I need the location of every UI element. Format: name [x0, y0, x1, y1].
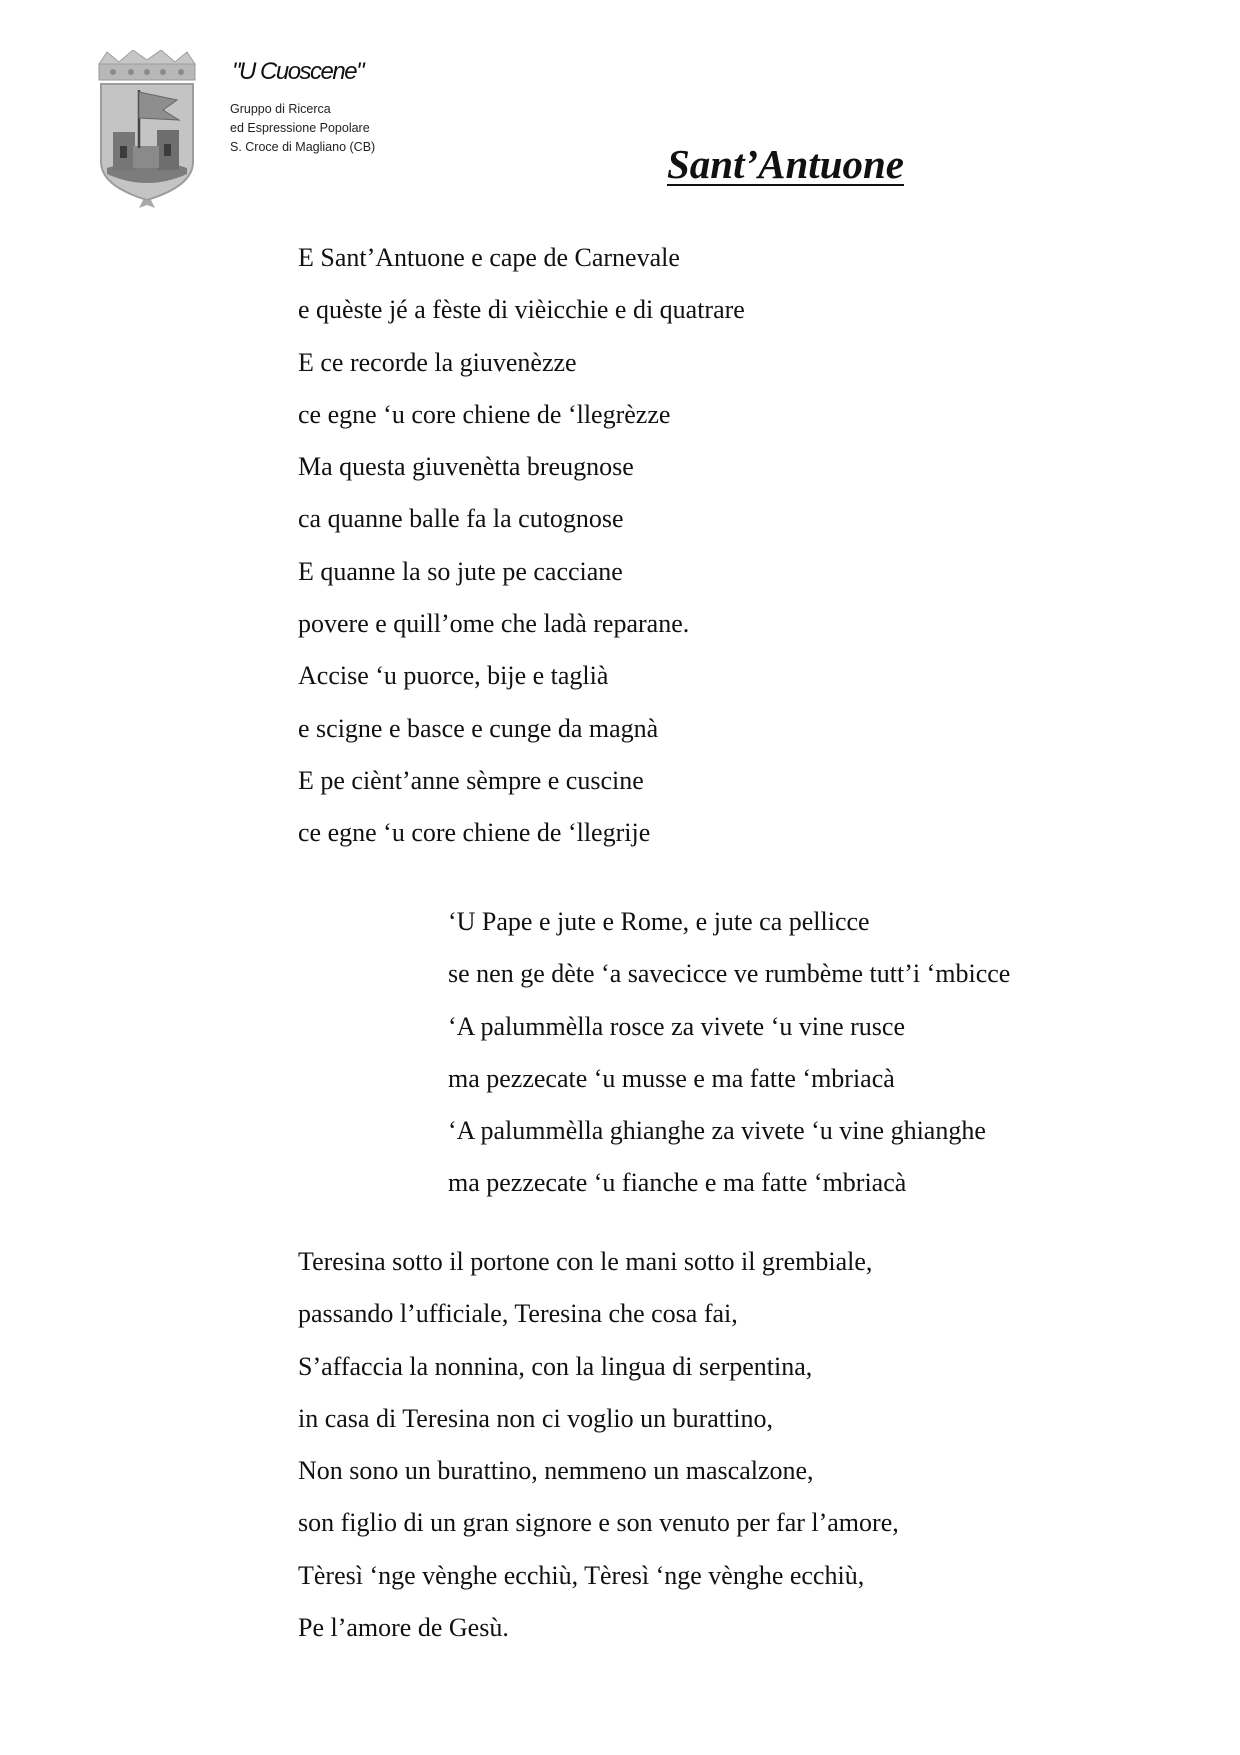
- verse-line: e quèste jé a fèste di vièicchie e di quatrare: [298, 295, 745, 325]
- organization-subtitle: [230, 100, 375, 157]
- verse-line: ce egne ‘u core chiene de ‘llegrèzze: [298, 399, 671, 429]
- verse-line: Tèresì ‘nge vènghe ecchiù, Tèresì ‘nge vènghe ecchiù,: [298, 1560, 865, 1590]
- organization-line: ed Espressione Popolare: [230, 121, 370, 135]
- verse-line: S’affaccia la nonnina, con la lingua di serpentina,: [298, 1351, 813, 1381]
- stanza-1: [298, 232, 745, 860]
- verse-line: ma pezzecate ‘u musse e ma fatte ‘mbriacà: [448, 1063, 895, 1093]
- organization-title: "U Cuoscene": [232, 58, 364, 85]
- stanza-3: [298, 1236, 899, 1654]
- verse-line: E ce recorde la giuvenèzze: [298, 347, 577, 377]
- verse-line: ce egne ‘u core chiene de ‘llegrije: [298, 818, 651, 848]
- verse-line: Pe l’amore de Gesù.: [298, 1613, 509, 1643]
- verse-line: se nen ge dète ‘a savecicce ve rumbème tutt’i ‘mbicce: [448, 959, 1011, 989]
- poem-title: Sant’Antuone: [667, 141, 904, 187]
- verse-line: ca quanne balle fa la cutognose: [298, 504, 624, 534]
- organization-line: S. Croce di Magliano (CB): [230, 140, 376, 154]
- verse-line: Ma questa giuvenètta breugnose: [298, 452, 634, 482]
- verse-line: ‘A palummèlla ghianghe za vivete ‘u vine ghianghe: [448, 1116, 986, 1146]
- organization-line: Gruppo di Ricerca: [230, 102, 331, 116]
- verse-line: Teresina sotto il portone con le mani sotto il grembiale,: [298, 1247, 873, 1276]
- stanza-2: [448, 896, 1010, 1210]
- coat-of-arms-icon: [93, 50, 201, 210]
- verse-line: Accise ‘u puorce, bije e taglià: [298, 661, 609, 691]
- verse-line: E quanne la so jute pe cacciane: [298, 556, 623, 586]
- verse-line: passando l’ufficiale, Teresina che cosa fai,: [298, 1299, 738, 1329]
- verse-line: son figlio di un gran signore e son venuto per far l’amore,: [298, 1508, 899, 1538]
- verse-line: povere e quill’ome che ladà reparane.: [298, 609, 690, 639]
- verse-line: ‘U Pape e jute e Rome, e jute ca pellicce: [448, 907, 870, 936]
- verse-line: E pe ciènt’anne sèmpre e cuscine: [298, 765, 644, 795]
- verse-line: e scigne e basce e cunge da magnà: [298, 713, 659, 743]
- verse-line: ‘A palummèlla rosce za vivete ‘u vine rusce: [448, 1011, 905, 1041]
- verse-line: ma pezzecate ‘u fianche e ma fatte ‘mbriacà: [448, 1168, 907, 1198]
- verse-line: Non sono un burattino, nemmeno un mascalzone,: [298, 1456, 814, 1486]
- verse-line: in casa di Teresina non ci voglio un burattino,: [298, 1403, 773, 1433]
- verse-line: E Sant’Antuone e cape de Carnevale: [298, 243, 680, 272]
